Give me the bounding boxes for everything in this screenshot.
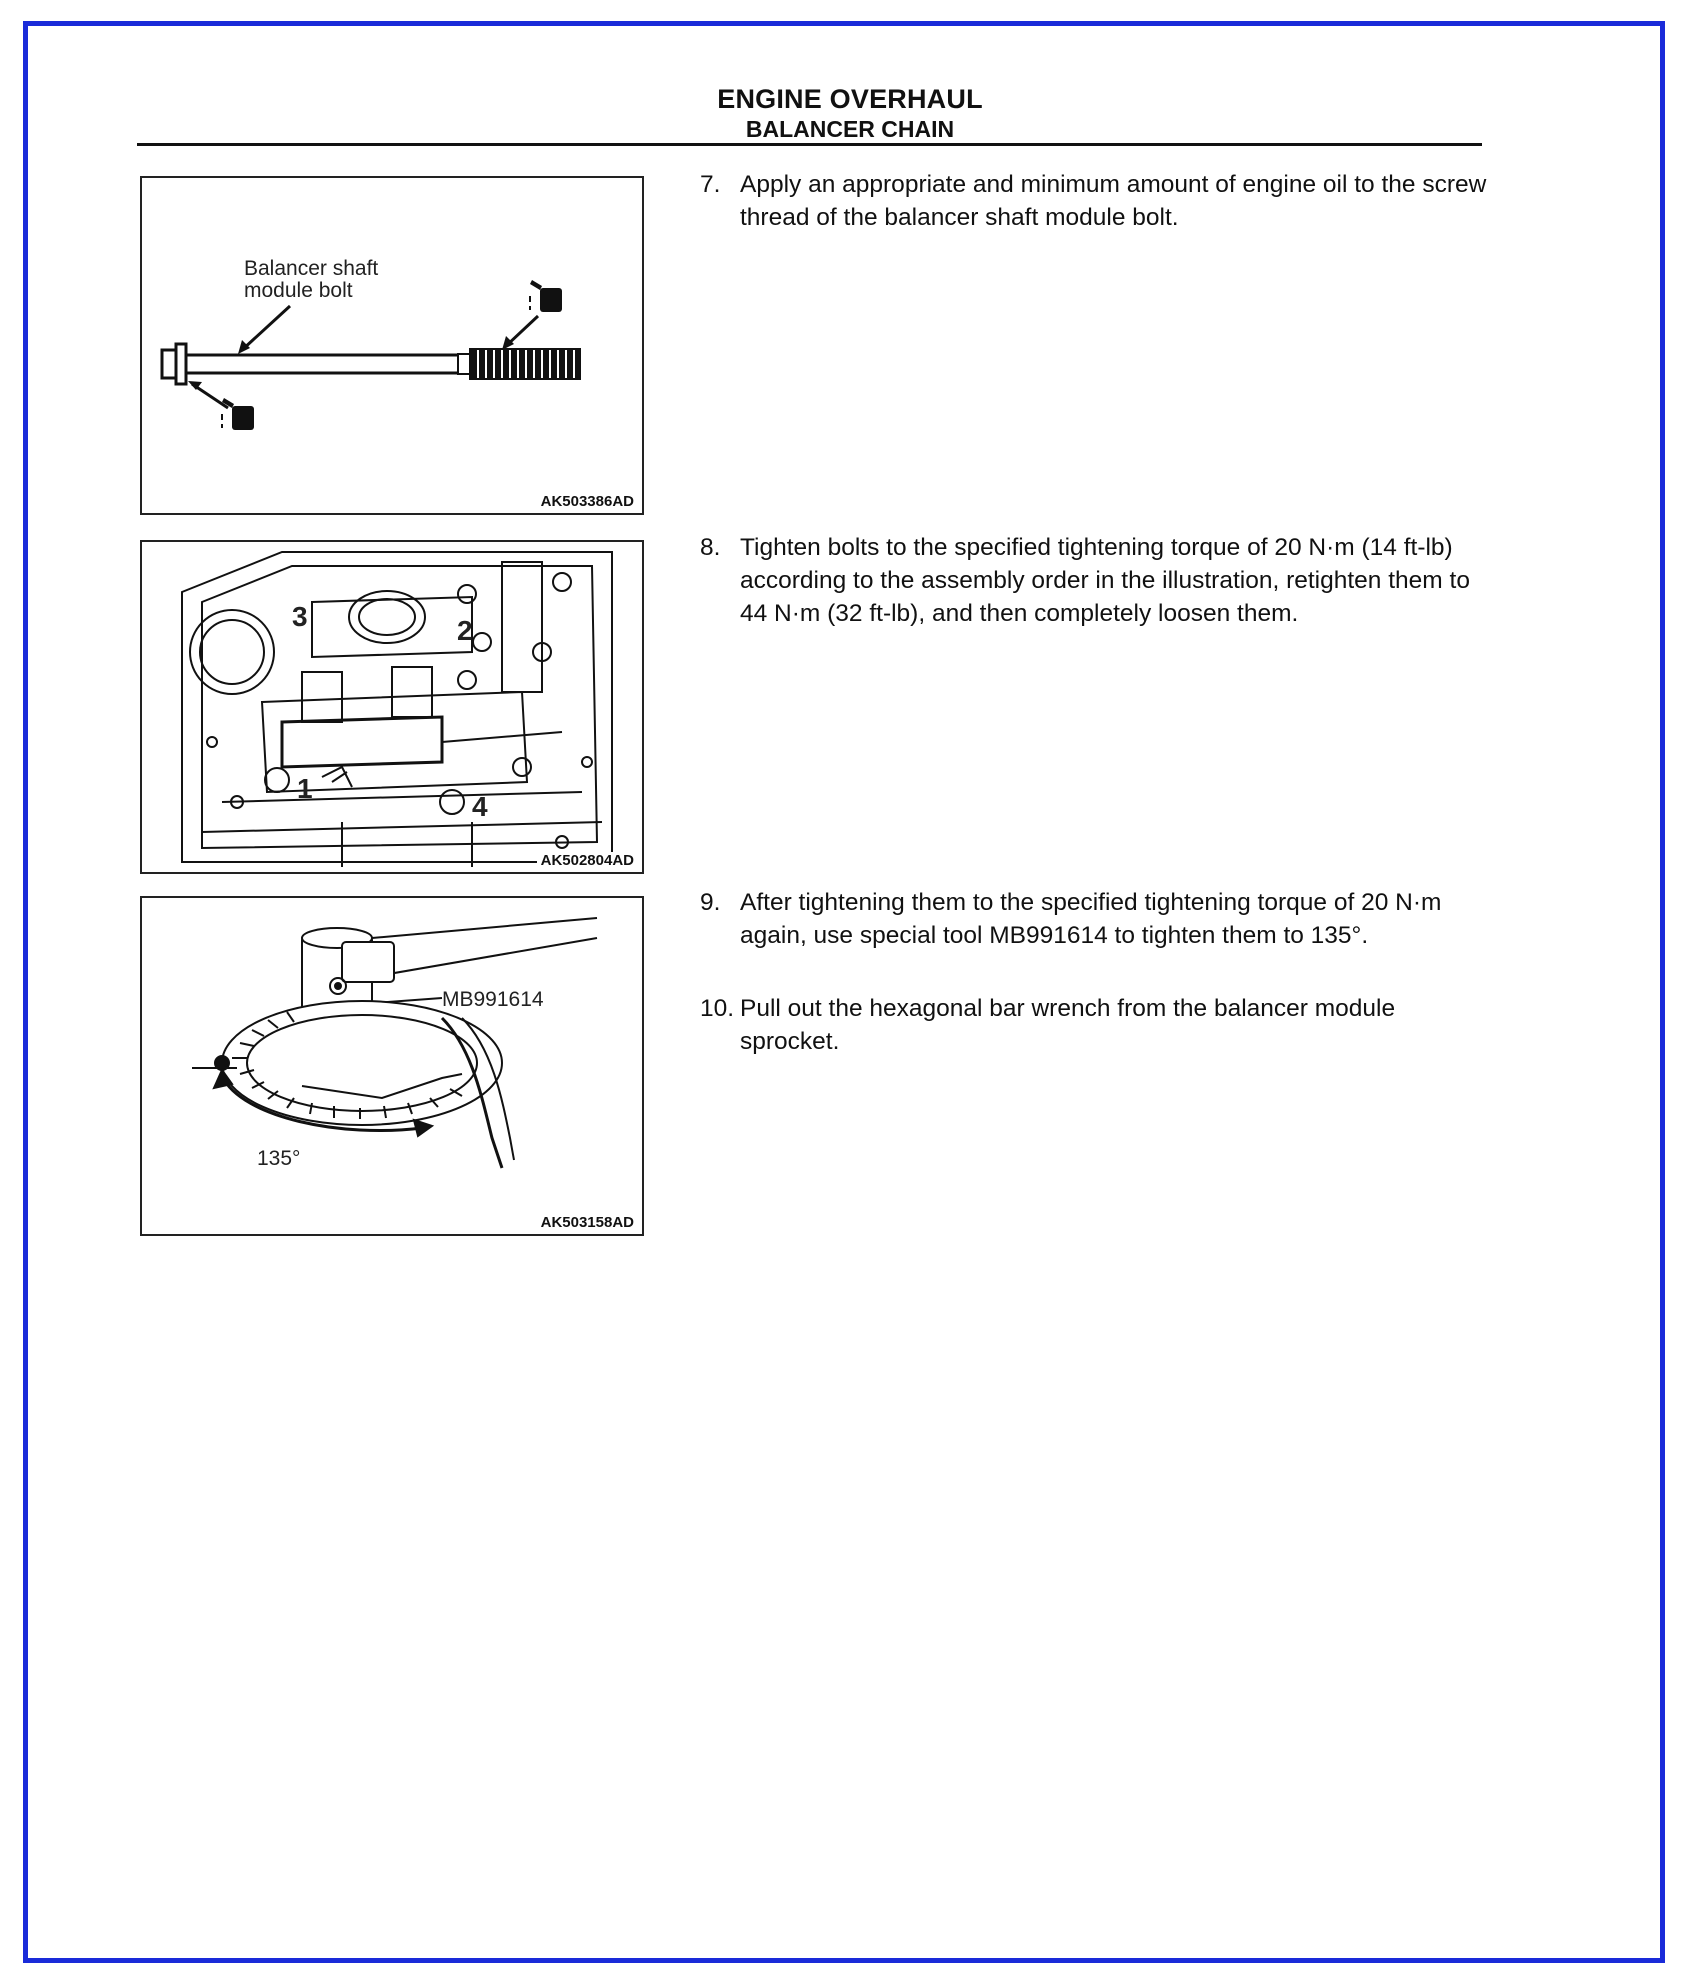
bolt-order-2: 2 <box>457 615 473 646</box>
tool-label: MB991614 <box>442 988 544 1011</box>
oil-can-icon <box>530 280 562 312</box>
step-text: Apply an appropriate and minimum amount of engine oil to the screw thread of the balancer shaft module bolt. <box>740 171 1487 231</box>
figure-bolt <box>140 176 644 515</box>
page-title: ENGINE OVERHAUL <box>717 84 983 114</box>
figure-angle-tool <box>140 896 644 1236</box>
bolt-order-1: 1 <box>297 773 313 804</box>
step-number: 8. <box>700 534 721 561</box>
bolt-order-4: 4 <box>472 791 488 822</box>
engine-block-illustration <box>142 542 642 872</box>
figure-code: AK503158AD <box>540 1214 634 1231</box>
bolt-illustration <box>142 178 642 513</box>
bolt-label: Balancer shaft module bolt <box>244 257 379 302</box>
figure-bolt-order <box>140 540 644 874</box>
page-subtitle: BALANCER CHAIN <box>745 116 955 142</box>
step-text: Pull out the hexagonal bar wrench from the balancer module sprocket. <box>740 995 1396 1055</box>
angle-label: 135° <box>257 1147 301 1170</box>
angle-tool-illustration <box>142 898 642 1234</box>
bolt-order-3: 3 <box>292 601 308 632</box>
step-text: After tightening them to the specified tightening torque of 20 N·m again, use special tool MB991614 to tighten them to 135°. <box>740 889 1442 949</box>
step-text: Tighten bolts to the specified tightening torque of 20 N·m (14 ft-lb) according to the assembly order in the illustration, retighten them to 44 N·m (32 ft-lb), and then completely loosen them. <box>740 534 1470 627</box>
oil-can-icon <box>222 398 254 430</box>
step-number: 9. <box>700 889 721 916</box>
figure-code: AK502804AD <box>537 852 634 869</box>
step-number: 7. <box>700 171 721 198</box>
figure-code: AK503386AD <box>540 493 634 510</box>
header-rule <box>137 143 1482 146</box>
step-number: 10. <box>700 995 735 1022</box>
